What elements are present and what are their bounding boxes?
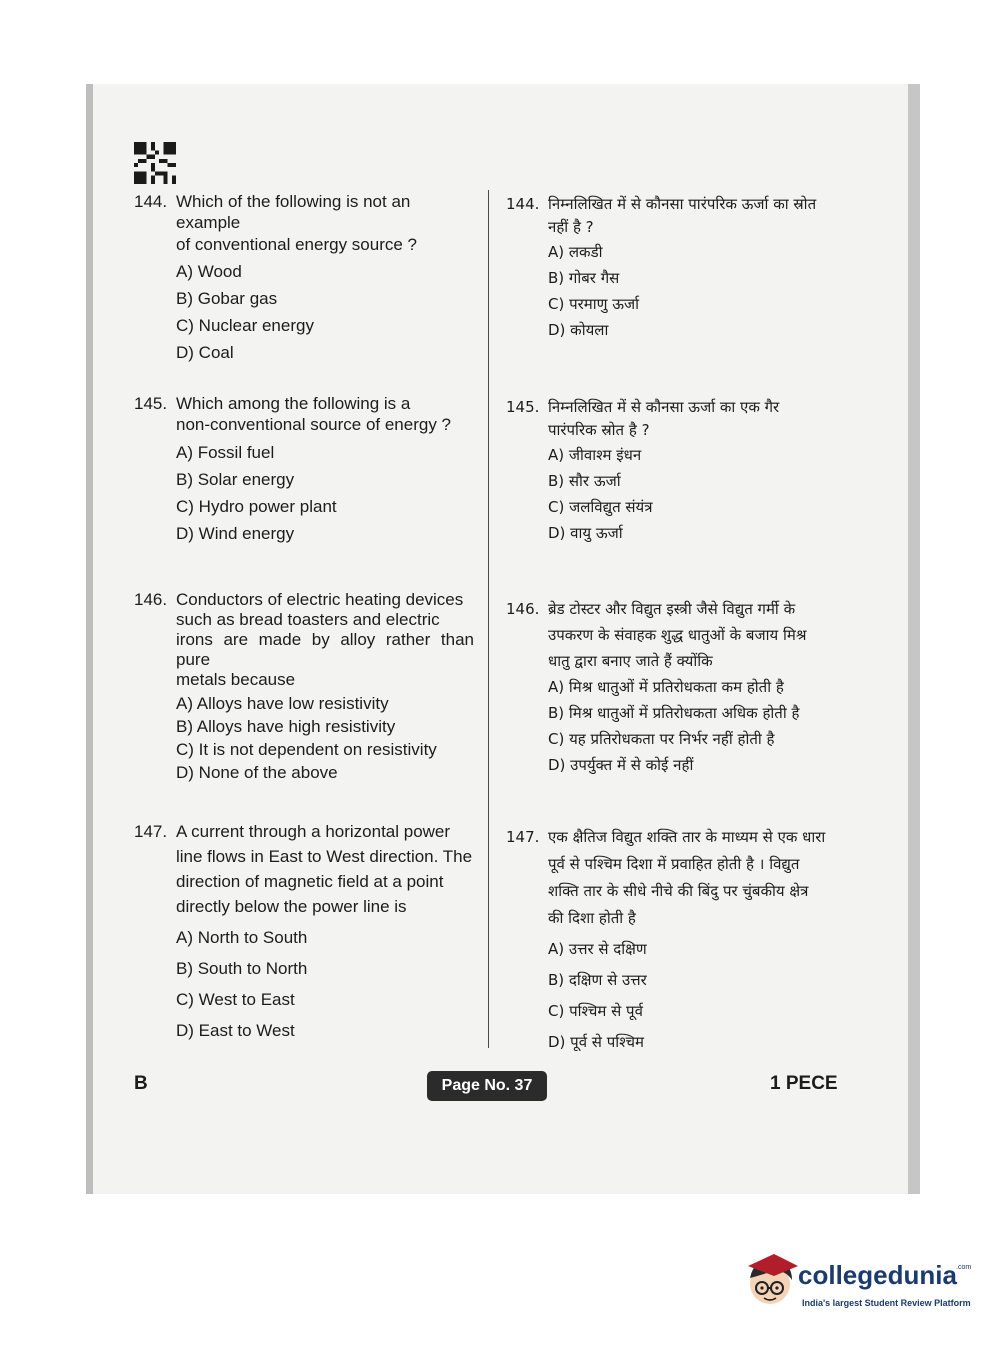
question-number: 147.: [506, 828, 540, 846]
option-a: A) Wood: [176, 261, 242, 281]
option-a: A) Fossil fuel: [176, 442, 275, 462]
option-a: A) North to South: [176, 928, 308, 947]
option-b: B) South to North: [176, 959, 308, 978]
option-d: D) वायु ऊर्जा: [548, 523, 623, 542]
question-number: 146.: [506, 600, 540, 618]
question-147-hi: [506, 824, 826, 1060]
question-text: Which of the following is not an example: [176, 192, 411, 233]
question-text: ब्रेड टोस्टर और विद्युत इस्त्री जैसे विद्युत गर्मी के: [548, 600, 796, 618]
logo-domain: .com: [956, 1264, 972, 1271]
qr-code-icon: [134, 142, 176, 184]
question-text: Which among the following is a: [176, 394, 411, 413]
option-d: D) कोयला: [548, 320, 609, 339]
question-text: line flows in East to West direction. The: [176, 847, 473, 866]
question-text: such as bread toasters and electric: [176, 610, 440, 629]
option-c: C) परमाणु ऊर्जा: [548, 294, 640, 313]
option-b: B) दक्षिण से उत्तर: [548, 971, 647, 989]
question-text: irons are made by alloy rather than pure: [176, 630, 474, 669]
question-text: non-conventional source of energy ?: [176, 415, 452, 435]
option-d: D) उपर्युक्त में से कोई नहीं: [548, 756, 694, 774]
question-text: direction of magnetic field at a point: [176, 872, 444, 891]
option-a: A) मिश्र धातुओं में प्रतिरोधकता कम होती है: [548, 678, 784, 696]
question-text: नहीं है ?: [548, 217, 594, 236]
question-text: निम्नलिखित में से कौनसा ऊर्जा का एक गैर: [548, 398, 780, 416]
option-b: B) Alloys have high resistivity: [176, 717, 396, 736]
option-c: C) जलविद्युत संयंत्र: [548, 497, 653, 516]
question-144-en: [134, 191, 474, 369]
option-a: A) जीवाश्म इंधन: [548, 445, 642, 464]
option-c: C) West to East: [176, 990, 295, 1009]
question-144-hi: [506, 195, 826, 347]
question-147-en: [134, 819, 474, 1049]
question-number: 144.: [134, 192, 168, 211]
question-number: 145.: [506, 398, 540, 416]
option-b: B) मिश्र धातुओं में प्रतिरोधकता अधिक होती है: [548, 704, 800, 722]
option-b: B) Gobar gas: [176, 288, 278, 308]
question-text: निम्नलिखित में से कौनसा पारंपरिक ऊर्जा का स्रोत: [548, 195, 817, 213]
question-text: metals because: [176, 670, 296, 689]
collegedunia-logo: [744, 1250, 974, 1320]
question-number: 144.: [506, 195, 540, 213]
option-d: D) Wind energy: [176, 523, 295, 543]
question-text: of conventional energy source ?: [176, 234, 417, 254]
option-b: B) Solar energy: [176, 469, 295, 489]
mascot-icon: [744, 1250, 800, 1312]
option-c: C) Nuclear energy: [176, 315, 314, 335]
question-text: उपकरण के संवाहक शुद्ध धातुओं के बजाय मिश्र: [548, 626, 807, 644]
page-number-badge: Page No. 37: [427, 1071, 547, 1101]
booklet-series: B: [134, 1073, 148, 1094]
question-text: धातु द्वारा बनाए जाते हैं क्योंकि: [548, 652, 713, 670]
option-c: C) यह प्रतिरोधकता पर निर्भर नहीं होती है: [548, 730, 775, 748]
option-d: D) Coal: [176, 342, 234, 362]
option-b: B) सौर ऊर्जा: [548, 471, 621, 490]
option-a: A) Alloys have low resistivity: [176, 694, 389, 713]
option-b: B) गोबर गैस: [548, 268, 620, 287]
option-d: D) पूर्व से पश्चिम: [548, 1033, 644, 1051]
option-c: C) It is not dependent on resistivity: [176, 740, 437, 759]
option-a: A) उत्तर से दक्षिण: [548, 940, 647, 958]
logo-wordmark: collegedunia: [798, 1260, 957, 1290]
option-d: D) None of the above: [176, 763, 338, 782]
question-number: 147.: [134, 822, 168, 841]
question-text: पारंपरिक स्रोत है ?: [548, 420, 650, 439]
logo-tagline: India's largest Student Review Platform: [802, 1298, 971, 1308]
question-number: 146.: [134, 590, 168, 609]
option-a: A) लकडी: [548, 242, 603, 261]
option-c: C) Hydro power plant: [176, 496, 337, 516]
paper-code: 1 PECE: [770, 1073, 838, 1094]
option-d: D) East to West: [176, 1021, 295, 1040]
question-text: Conductors of electric heating devices: [176, 590, 464, 609]
question-145-hi: [506, 398, 826, 550]
question-text: A current through a horizontal power: [176, 822, 451, 841]
option-c: C) पश्चिम से पूर्व: [548, 1002, 643, 1020]
question-number: 145.: [134, 394, 168, 413]
question-text: की दिशा होती है: [548, 909, 636, 927]
question-146-hi: [506, 596, 826, 778]
question-text: शक्ति तार के सीधे नीचे की बिंदु पर चुंबकीय क्षेत्र: [548, 882, 809, 900]
question-text: पूर्व से पश्चिम दिशा में प्रवाहित होती है । विद्युत: [548, 855, 800, 873]
question-text: एक क्षैतिज विद्युत शक्ति तार के माध्यम से एक धारा: [548, 828, 826, 846]
question-145-en: [134, 393, 474, 550]
column-divider: [488, 190, 489, 1048]
question-146-en: [134, 590, 474, 786]
question-text: directly below the power line is: [176, 897, 407, 916]
